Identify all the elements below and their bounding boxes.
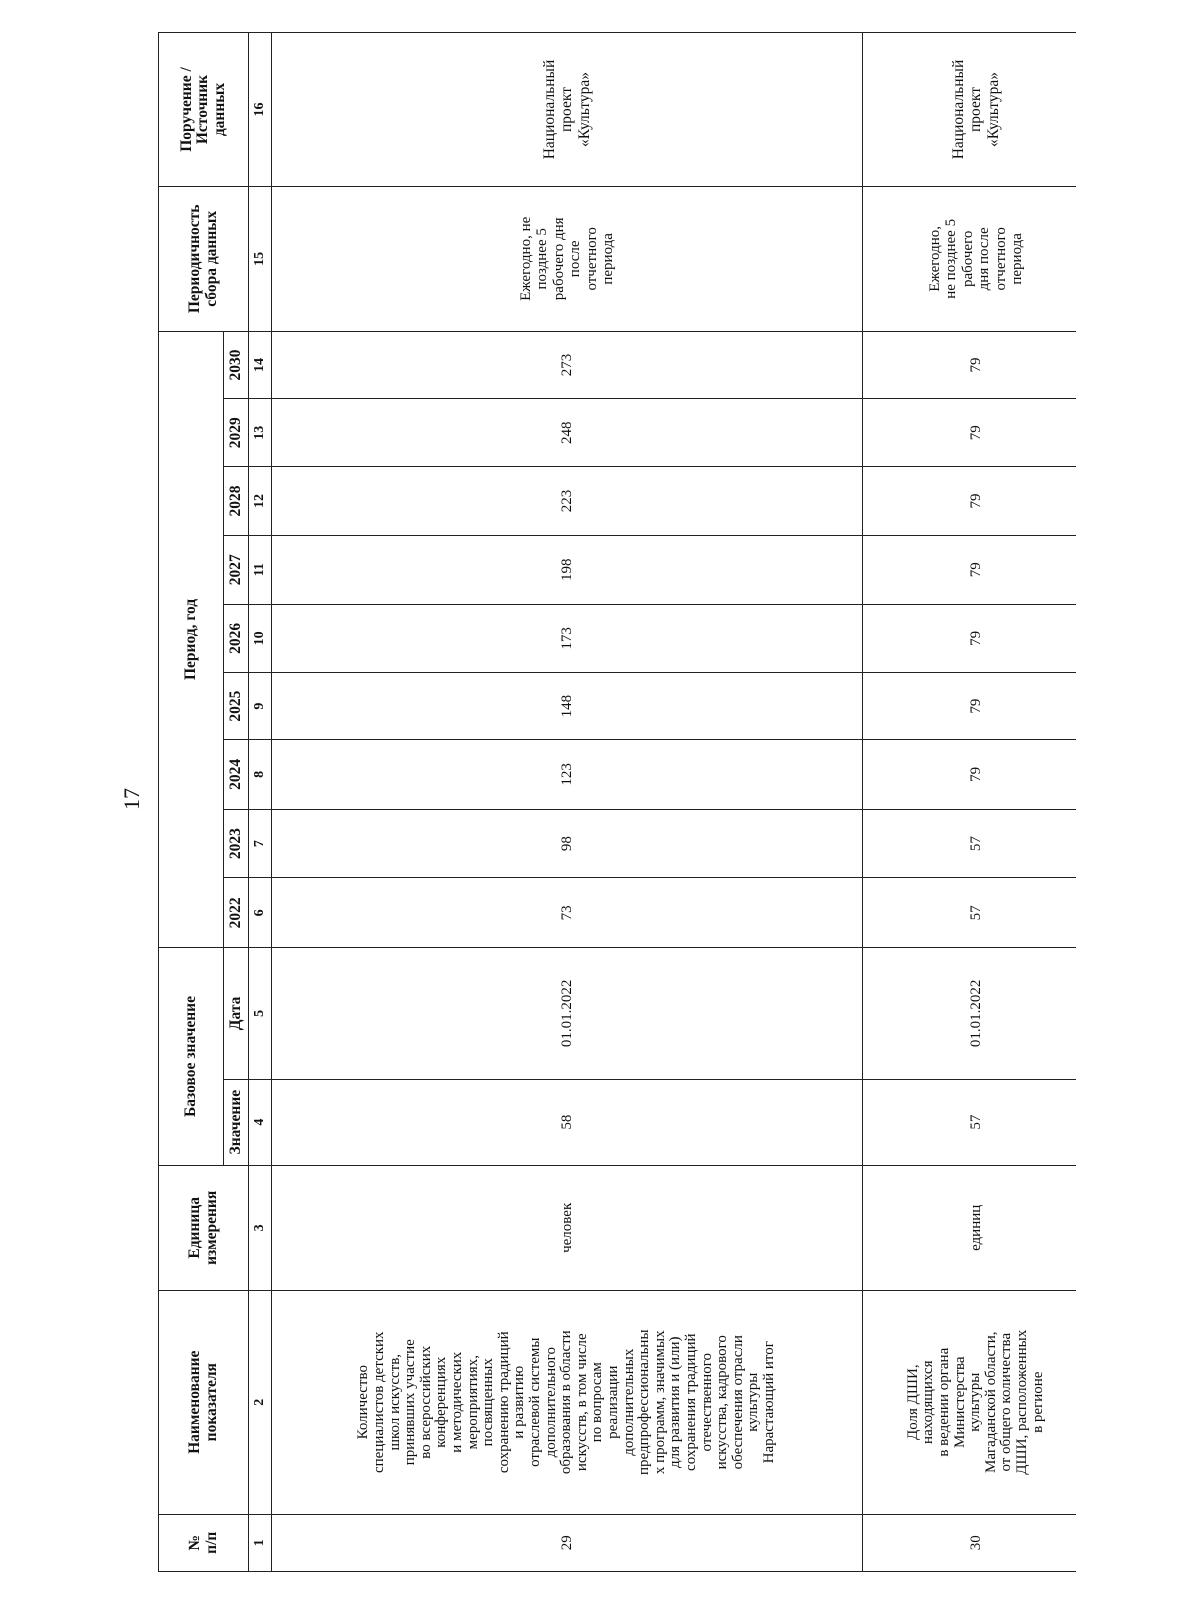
source-line: Национальный (950, 59, 968, 160)
indicator-name-line: Магаданской области, (982, 1331, 999, 1473)
indicator-name-line: и развитию (511, 1365, 528, 1439)
indicator-name-line: и методических (449, 1351, 466, 1453)
periodicity-line: рабочего дня (550, 217, 567, 301)
indicator-name-line: х программ, значимых (651, 1330, 668, 1475)
indicator-name (272, 1290, 863, 1514)
source-cell (863, 33, 1077, 187)
header-source-line: Источник (194, 74, 212, 145)
periodicity-line: рабочего (959, 230, 976, 288)
year-value-cell: 98 (272, 809, 863, 878)
indicator-name-line: находящихся (920, 1360, 937, 1444)
indicator-name-line: образования в области (558, 1330, 575, 1475)
year-value-cell: 173 (272, 604, 863, 673)
source-line: Национальный (541, 59, 559, 160)
header-num (159, 1514, 249, 1571)
base-value-cell: 57 (863, 1079, 1077, 1165)
periodicity-line: дня после (976, 227, 992, 291)
year-value-cell: 79 (863, 739, 1077, 809)
year-value-cell: 79 (863, 467, 1077, 536)
source-line: «Культура» (575, 72, 593, 147)
periodicity-line: позднее 5 (534, 228, 550, 290)
source-line: «Культура» (984, 72, 1002, 147)
periodicity-cell (863, 187, 1077, 332)
year-value-cell: 148 (272, 673, 863, 740)
source-line: проект (558, 87, 576, 132)
year-value-cell: 79 (863, 535, 1077, 604)
column-number: 5 (249, 948, 272, 1079)
indicator-name-line: обеспечения отрасли (729, 1335, 746, 1470)
indicator-name-line: специалистов детских (371, 1331, 388, 1473)
source-cell (272, 33, 863, 187)
column-number: 2 (249, 1290, 272, 1514)
column-number: 14 (249, 331, 272, 399)
periodicity-line: Ежегодно, (926, 225, 943, 292)
table-row (863, 33, 1077, 1572)
indicator-name-line: искусств, в том числе (573, 1333, 590, 1472)
page-number: 17 (119, 788, 144, 810)
column-number: 11 (249, 535, 272, 604)
header-name-line: показателя (202, 1363, 220, 1442)
header-source-line: данных (210, 82, 228, 137)
indicator-name-line: в регионе (1029, 1371, 1046, 1433)
header-num-line: № (186, 1534, 204, 1551)
header-year: 2030 (224, 331, 249, 399)
header-source-line: Поручение / (178, 67, 196, 152)
column-number: 12 (249, 467, 272, 536)
row-number: 30 (863, 1514, 1077, 1571)
column-number: 10 (249, 604, 272, 673)
indicator-name-line: сохранению традиций (495, 1331, 512, 1474)
column-number: 3 (249, 1165, 272, 1290)
year-value-cell: 79 (863, 604, 1077, 673)
row-number: 29 (272, 1514, 863, 1571)
indicator-name-line: дополнительных (620, 1348, 637, 1456)
header-year: 2023 (224, 809, 249, 878)
column-number-row (249, 33, 272, 1572)
header-base-value: Базовое значение (159, 948, 224, 1166)
indicator-name-line: по вопросам (589, 1362, 606, 1443)
indicator-name-line: отечественного (698, 1353, 715, 1452)
header-row-1 (159, 33, 224, 1572)
column-number: 4 (249, 1079, 272, 1165)
column-number: 8 (249, 739, 272, 809)
column-number: 13 (249, 399, 272, 467)
year-value-cell: 273 (272, 331, 863, 399)
header-year: 2026 (224, 604, 249, 673)
header-period: Период, год (159, 331, 224, 948)
header-indicator-name (159, 1290, 249, 1514)
year-value-cell: 79 (863, 399, 1077, 467)
table-container (158, 32, 1076, 1572)
year-value-cell: 73 (272, 878, 863, 948)
indicator-name-line: культуры (967, 1372, 984, 1432)
header-year: 2022 (224, 878, 249, 948)
indicator-name-line: культуры (745, 1372, 762, 1432)
year-value-cell: 248 (272, 399, 863, 467)
periodicity-line: после (567, 240, 583, 278)
base-date-cell: 01.01.2022 (272, 948, 863, 1079)
header-year: 2024 (224, 739, 249, 809)
header-num-line: п/п (202, 1531, 220, 1554)
header-base-value-sub: Значение (224, 1079, 249, 1165)
periodicity-line: не позднее 5 (943, 218, 959, 299)
year-value-cell: 198 (272, 535, 863, 604)
header-year: 2027 (224, 535, 249, 604)
periodicity-line: отчетного (583, 227, 600, 291)
year-value-cell: 123 (272, 739, 863, 809)
indicator-name-line: мероприятиях, (464, 1355, 481, 1450)
column-number: 7 (249, 809, 272, 878)
base-date-cell: 01.01.2022 (863, 948, 1077, 1079)
indicator-name-line: Министерства (951, 1356, 968, 1448)
indicator-name-line: дополнительного (542, 1347, 559, 1458)
header-periodicity (159, 187, 249, 332)
indicator-name-line: принявших участие (402, 1339, 419, 1466)
indicator-name-line: во всероссийских (417, 1345, 434, 1459)
periodicity-cell (272, 187, 863, 332)
indicator-name-line: в ведении органа (936, 1347, 953, 1457)
indicator-name-line: искусства, кадрового (714, 1335, 731, 1470)
indicator-name-line: Количество (355, 1365, 372, 1440)
periodicity-line: Ежегодно, не (517, 216, 534, 301)
column-number: 6 (249, 878, 272, 948)
header-unit (159, 1165, 249, 1290)
year-value-cell: 57 (863, 878, 1077, 948)
header-periodicity-line: сбора данных (202, 210, 220, 307)
column-number: 16 (249, 33, 272, 187)
header-periodicity-line: Периодичность (186, 204, 204, 314)
header-year: 2028 (224, 467, 249, 536)
indicator-name-line: отраслевой системы (527, 1337, 544, 1467)
indicator-name-line: ДШИ, расположенных (1013, 1329, 1030, 1475)
indicator-name-line: конференциях (433, 1356, 450, 1448)
periodicity-line: отчетного (992, 227, 1009, 291)
source-line: проект (967, 87, 985, 132)
base-value-cell: 58 (272, 1079, 863, 1165)
unit-cell: единиц (863, 1165, 1077, 1290)
header-name-line: Наименование (186, 1350, 204, 1454)
indicator-name-line: для развития и (или) (667, 1336, 684, 1468)
indicator-name-line: посвященных (480, 1358, 497, 1447)
header-unit-line: измерения (202, 1190, 220, 1265)
header-base-date-sub: Дата (224, 948, 249, 1079)
year-value-cell: 79 (863, 331, 1077, 399)
unit-cell: человек (272, 1165, 863, 1290)
indicator-name-line: Нарастающий итог (760, 1341, 777, 1464)
indicator-name-line: Доля ДШИ, (904, 1364, 921, 1441)
column-number: 15 (249, 187, 272, 332)
indicator-name-line: предпрофессиональны (636, 1329, 653, 1475)
periodicity-line: периода (600, 233, 616, 285)
year-value-cell: 79 (863, 673, 1077, 740)
header-year: 2025 (224, 673, 249, 740)
indicator-name-line: реализации (604, 1365, 621, 1439)
indicator-name-line: сохранения традиций (682, 1333, 699, 1471)
header-source (159, 33, 249, 187)
header-unit-line: Единица (186, 1196, 204, 1259)
header-year: 2029 (224, 399, 249, 467)
year-value-cell: 223 (272, 467, 863, 536)
indicator-name (863, 1290, 1077, 1514)
table-row (272, 33, 863, 1572)
periodicity-line: периода (1009, 233, 1025, 285)
year-value-cell: 57 (863, 809, 1077, 878)
indicator-name-line: школ искусств, (386, 1353, 403, 1451)
indicator-table (158, 32, 1076, 1572)
column-number: 9 (249, 673, 272, 740)
column-number: 1 (249, 1514, 272, 1571)
indicator-name-line: от общего количества (998, 1332, 1015, 1472)
